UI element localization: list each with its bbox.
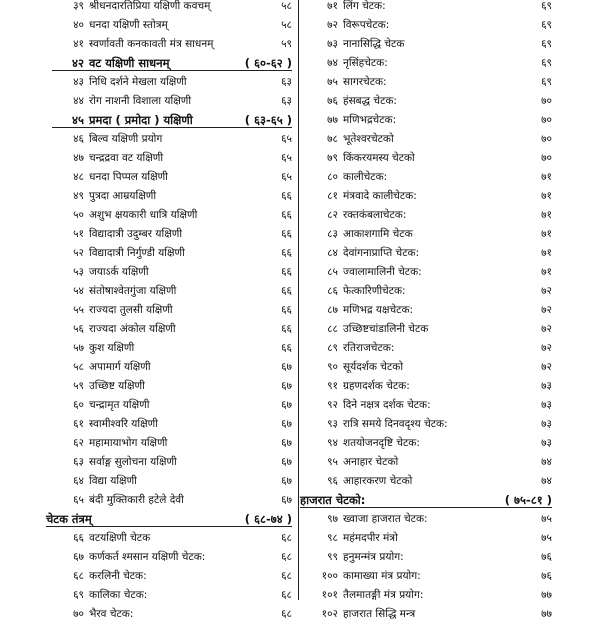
page-number: ७५ (541, 513, 552, 525)
entry-number: ७६ (327, 95, 338, 107)
entry-title: महंमदपीर मंत्रो (343, 532, 398, 544)
page-number: ६९ (541, 19, 552, 31)
page-range: ( ७५-८१ ) (504, 493, 552, 507)
page-number: ७३ (541, 418, 552, 430)
entry-number: ८६ (327, 285, 338, 297)
entry-title: राज्यदा तुलसी यक्षिणी (89, 304, 173, 316)
page-number: ६६ (281, 323, 292, 335)
entry-title: विद्यादात्री निर्गुण्डी यक्षिणी (89, 247, 185, 259)
entry-number: ७१ (327, 0, 338, 12)
page-number: ६९ (541, 38, 552, 50)
entry-number: ९४ (327, 437, 338, 449)
toc-entry (52, 396, 292, 415)
toc-entry (52, 472, 292, 491)
toc-entry (306, 0, 552, 16)
page-number: ५८ (281, 0, 292, 12)
toc-entry (306, 73, 552, 92)
toc-entry (306, 35, 552, 54)
heading-underline (300, 507, 552, 508)
entry-number: १०१ (321, 589, 338, 601)
entry-title: निधि दर्शने मेखला यक्षिणी (89, 76, 187, 88)
page-number: ५९ (281, 38, 292, 50)
page-number: ६७ (281, 380, 292, 392)
toc-entry (52, 320, 292, 339)
entry-number: ९२ (327, 399, 338, 411)
entry-number: ६१ (73, 418, 84, 430)
toc-entry (52, 529, 292, 548)
entry-title: अशुभ क्षयकारी धात्रि यक्षिणी (89, 209, 198, 221)
toc-entry (52, 377, 292, 396)
page-number: ६६ (281, 190, 292, 202)
left-column (46, 0, 292, 624)
page-number: ७० (541, 133, 552, 145)
page-number: ७० (541, 152, 552, 164)
page-range: ( ६०-६२ ) (244, 56, 292, 70)
heading-underline (52, 70, 292, 71)
page-number: ६६ (281, 266, 292, 278)
entry-number: ८४ (327, 247, 338, 259)
entry-title: सूर्यदर्शक चेटको (343, 361, 404, 373)
page-number: ७२ (541, 323, 552, 335)
entry-number: ८९ (327, 342, 338, 354)
toc-entry (52, 130, 292, 149)
page-number: ६६ (281, 285, 292, 297)
section-heading (52, 111, 292, 130)
entry-number: ६३ (73, 456, 84, 468)
page-number: ६९ (541, 76, 552, 88)
toc-entry (52, 149, 292, 168)
entry-number: ७२ (327, 19, 338, 31)
toc-entry (306, 529, 552, 548)
entry-number: ६९ (73, 589, 84, 601)
entry-title: तैलमातङ्गी मंत्र प्रयोग: (343, 589, 424, 601)
toc-entry (52, 263, 292, 282)
toc-entry (306, 130, 552, 149)
entry-number: ४३ (73, 76, 84, 88)
entry-number: १०० (321, 570, 338, 582)
column-divider (298, 0, 299, 600)
page-number: ७१ (541, 209, 552, 221)
entry-number: ४९ (73, 190, 84, 202)
entry-title: मणिभद्र यक्षचेटक: (343, 304, 414, 316)
page-number: ६७ (281, 494, 292, 506)
page-number: ७५ (541, 532, 552, 544)
toc-entry (306, 54, 552, 73)
entry-number: ८५ (327, 266, 338, 278)
toc-entry (52, 282, 292, 301)
toc-entry (52, 548, 292, 567)
toc-entry (306, 415, 552, 434)
page-number: ७१ (541, 228, 552, 240)
entry-number: ७९ (327, 152, 338, 164)
entry-title: सागरचेटक: (343, 76, 387, 88)
entry-title: दिने नक्षत्र दर्शक चेटक: (343, 399, 431, 411)
toc-entry (52, 92, 292, 111)
entry-number: ८१ (327, 190, 338, 202)
entry-title: आकाशगामि चेटक (343, 228, 413, 240)
toc-entry (306, 16, 552, 35)
page-number: ७४ (541, 475, 552, 487)
entry-title: हाजरात चेटको: (300, 493, 366, 507)
page-number: ६९ (541, 0, 552, 12)
section-heading (52, 54, 292, 73)
page-range: ( ६३-६५ ) (244, 113, 292, 127)
right-column (300, 0, 552, 624)
entry-number: ६२ (73, 437, 84, 449)
entry-title: विद्या यक्षिणी (89, 475, 137, 487)
section-heading (300, 491, 552, 510)
toc-entry (306, 548, 552, 567)
entry-title: बिल्व यक्षिणी प्रयोग (89, 133, 163, 145)
page-number: ७६ (541, 551, 552, 563)
entry-title: नानासिद्धि चेटक (343, 38, 405, 50)
toc-entry (52, 453, 292, 472)
page-number: ६७ (281, 399, 292, 411)
entry-title: सर्वाङ्ग सुलोचना यक्षिणी (89, 456, 177, 468)
entry-number: ६५ (73, 494, 84, 506)
entry-number: ६६ (73, 532, 84, 544)
toc-entry (306, 377, 552, 396)
entry-number: ७४ (327, 57, 338, 69)
entry-title: आहारकरण चेटको (343, 475, 413, 487)
entry-number: ४० (73, 19, 84, 31)
entry-title: भूतेश्वरचेटको (343, 133, 394, 145)
entry-title: संतोषाश्वेतगुंजा यक्षिणी (89, 285, 177, 297)
page-number: ६३ (281, 95, 292, 107)
page-number: ७३ (541, 437, 552, 449)
entry-number: ३९ (73, 0, 84, 12)
entry-title: देवांगनाप्राप्ति चेटक: (343, 247, 420, 259)
page-number: ६५ (281, 171, 292, 183)
section-heading (46, 510, 292, 529)
page-number: ६८ (281, 532, 292, 544)
entry-number: ९० (327, 361, 338, 373)
entry-title: हंसबद्ध चेटक: (343, 95, 397, 107)
page-number: ६७ (281, 361, 292, 373)
entry-title: ज्वालामालिनी चेटक: (343, 266, 422, 278)
entry-number: ८० (327, 171, 338, 183)
page-number: ६५ (281, 152, 292, 164)
entry-number: ५८ (73, 361, 84, 373)
page-number: ७२ (541, 285, 552, 297)
entry-title: स्वामीश्वरि यक्षिणी (89, 418, 158, 430)
toc-entry (52, 491, 292, 510)
page-number: ७१ (541, 190, 552, 202)
entry-number: ५७ (73, 342, 84, 354)
entry-number: ९३ (327, 418, 338, 430)
entry-number: ६० (73, 399, 84, 411)
entry-title: नृसिंहचेटक: (343, 57, 388, 69)
entry-title: बंदी मुक्तिकारी हटेले देवी (89, 494, 184, 506)
entry-title: कामाख्या मंत्र प्रयोग: (343, 570, 421, 582)
page-number: ६६ (281, 228, 292, 240)
toc-entry (306, 510, 552, 529)
toc-entry (52, 225, 292, 244)
entry-number: ४१ (73, 38, 84, 50)
page-number: ७६ (541, 570, 552, 582)
toc-entry (52, 434, 292, 453)
toc-entry (306, 396, 552, 415)
toc-entry (306, 472, 552, 491)
page-number: ७० (541, 114, 552, 126)
entry-number: ५६ (73, 323, 84, 335)
entry-number: ५४ (73, 285, 84, 297)
toc-entry (52, 168, 292, 187)
entry-title: प्रमदा ( प्रमोदा ) यक्षिणी (89, 113, 193, 127)
entry-title: हनुमन्मंत्र प्रयोग: (343, 551, 404, 563)
toc-entry (306, 92, 552, 111)
entry-number: ९७ (327, 513, 338, 525)
page-number: ६७ (281, 437, 292, 449)
entry-title: कुश यक्षिणी (89, 342, 135, 354)
entry-number: ४८ (73, 171, 84, 183)
entry-number: ४५ (72, 113, 84, 127)
page-number: ६६ (281, 209, 292, 221)
toc-entry (306, 320, 552, 339)
page-number: ५८ (281, 19, 292, 31)
entry-title: विद्यादात्री उदुम्बर यक्षिणी (89, 228, 183, 240)
entry-title: धनदा पिप्पल यक्षिणी (89, 171, 168, 183)
toc-entry (52, 605, 292, 624)
entry-title: महामायाभोग यक्षिणी (89, 437, 168, 449)
entry-title: रात्रि समये दिनवदृश्य चेटक: (343, 418, 448, 430)
toc-entry (306, 206, 552, 225)
entry-number: ६८ (73, 570, 84, 582)
toc-entry (306, 282, 552, 301)
toc-entry (306, 567, 552, 586)
entry-title: श्रीधनदारतिप्रिया यक्षिणी कवचम् (89, 0, 211, 12)
toc-entry (306, 586, 552, 605)
entry-title: उच्छिष्ट यक्षिणी (89, 380, 145, 392)
entry-number: ७८ (327, 133, 338, 145)
page-number: ६६ (281, 342, 292, 354)
toc-entry (306, 301, 552, 320)
toc-entry (52, 567, 292, 586)
page-number: ७३ (541, 380, 552, 392)
toc-entry (52, 73, 292, 92)
page-number: ६५ (281, 133, 292, 145)
entry-title: चन्द्रामृत यक्षिणी (89, 399, 150, 411)
page-number: ६७ (281, 418, 292, 430)
entry-title: करलिनी चेटक: (89, 570, 147, 582)
entry-title: कर्णकर्त श्मसान यक्षिणी चेटक: (89, 551, 206, 563)
toc-entry (306, 168, 552, 187)
page-number: ६६ (281, 247, 292, 259)
page-number: ६६ (281, 304, 292, 316)
entry-title: रोग नाशनी विशाला यक्षिणी (89, 95, 192, 107)
page-number: ७२ (541, 342, 552, 354)
page-number: ७१ (541, 171, 552, 183)
page-number: ७७ (541, 589, 552, 601)
page-number: ७१ (541, 247, 552, 259)
toc-entry (306, 149, 552, 168)
entry-title: ग्रहणदर्शक चेटक: (343, 380, 410, 392)
entry-number: ५३ (73, 266, 84, 278)
entry-title: विरूपचेटक: (343, 19, 390, 31)
toc-entry (306, 225, 552, 244)
entry-number: ९१ (327, 380, 338, 392)
entry-number: ७५ (327, 76, 338, 88)
entry-number: १०२ (321, 608, 338, 620)
page-number: ७० (541, 95, 552, 107)
toc-entry (52, 244, 292, 263)
entry-number: ५० (73, 209, 84, 221)
page-number: ६८ (281, 608, 292, 620)
entry-title: रक्तकंबलाचेटक: (343, 209, 407, 221)
entry-number: ४६ (73, 133, 84, 145)
entry-title: भैरव चेटक: (89, 608, 134, 620)
entry-number: ५२ (73, 247, 84, 259)
entry-number: ४२ (72, 56, 84, 70)
entry-title: कालीचेटक: (343, 171, 388, 183)
toc-entry (306, 263, 552, 282)
toc-entry (52, 206, 292, 225)
entry-number: ४४ (73, 95, 84, 107)
entry-title: उच्छिष्टचांडालिनी चेटक (343, 323, 429, 335)
toc-entry (306, 339, 552, 358)
toc-entry (52, 301, 292, 320)
toc-entry (306, 434, 552, 453)
entry-title: जयाऽर्क यक्षिणी (89, 266, 149, 278)
entry-number: ९६ (327, 475, 338, 487)
entry-title: चेटक तंत्रम् (46, 512, 92, 526)
entry-number: ८८ (327, 323, 338, 335)
entry-title: हाजरात सिद्धि मन्त्र (343, 608, 416, 620)
page-number: ६८ (281, 589, 292, 601)
entry-number: ९५ (327, 456, 338, 468)
toc-entry (306, 453, 552, 472)
heading-underline (46, 526, 292, 527)
entry-number: ८३ (327, 228, 338, 240)
page-number: ७३ (541, 399, 552, 411)
page-number: ६८ (281, 570, 292, 582)
page-number: ६७ (281, 456, 292, 468)
entry-number: ७३ (327, 38, 338, 50)
entry-number: ९८ (327, 532, 338, 544)
page-number: ७४ (541, 456, 552, 468)
entry-title: किंकरयमस्य चेटको (343, 152, 415, 164)
toc-entry (52, 586, 292, 605)
entry-title: पुत्रदा आम्रयक्षिणी (89, 190, 157, 202)
page-number: ६८ (281, 551, 292, 563)
page-number: ७२ (541, 304, 552, 316)
entry-title: स्वर्णावती कनकावती मंत्र साधनम् (89, 38, 214, 50)
entry-number: ७७ (327, 114, 338, 126)
entry-title: कालिका चेटक: (89, 589, 148, 601)
entry-number: ८७ (327, 304, 338, 316)
heading-underline (52, 127, 292, 128)
entry-number: ५१ (73, 228, 84, 240)
entry-number: ४७ (73, 152, 84, 164)
entry-number: ६७ (73, 551, 84, 563)
toc-entry (306, 605, 552, 624)
entry-title: अनाहार चेटको (343, 456, 399, 468)
toc-entry (52, 339, 292, 358)
page-number: ६३ (281, 76, 292, 88)
entry-title: वटयक्षिणी चेटक (89, 532, 151, 544)
entry-title: मंत्रवादे कालीचेटक: (343, 190, 417, 202)
entry-number: ९९ (327, 551, 338, 563)
entry-title: लिंग चेटक: (343, 0, 386, 12)
toc-entry (306, 111, 552, 130)
page-number: ७७ (541, 608, 552, 620)
toc-entry (52, 35, 292, 54)
entry-number: ७० (73, 608, 84, 620)
toc-entry (52, 0, 292, 16)
toc-entry (52, 358, 292, 377)
entry-number: ५९ (73, 380, 84, 392)
entry-title: राज्यदा अंकोल यक्षिणी (89, 323, 176, 335)
entry-title: अपामार्ग यक्षिणी (89, 361, 151, 373)
page-number: ७२ (541, 361, 552, 373)
toc-entry (52, 16, 292, 35)
entry-title: शतयोजनदृष्टि चेटक: (343, 437, 420, 449)
entry-title: ख्वाजा हाजरात चेटक: (343, 513, 428, 525)
page-number: ७१ (541, 266, 552, 278)
page-range: ( ६८-७४ ) (244, 512, 292, 526)
entry-number: ८२ (327, 209, 338, 221)
entry-title: धनदा यक्षिणी स्तोत्रम् (89, 19, 168, 31)
entry-title: मणिभद्रचेटक: (343, 114, 397, 126)
entry-number: ५५ (73, 304, 84, 316)
toc-entry (52, 187, 292, 206)
entry-number: ६४ (73, 475, 84, 487)
entry-title: चन्द्रद्रवा वट यक्षिणी (89, 152, 164, 164)
toc-entry (306, 358, 552, 377)
entry-title: फेत्कारिणीचेटक: (343, 285, 406, 297)
toc-entry (306, 244, 552, 263)
entry-title: रतिराजचेटक: (343, 342, 395, 354)
toc-entry (306, 187, 552, 206)
entry-title: वट यक्षिणी साधनम् (89, 56, 170, 70)
toc-entry (52, 415, 292, 434)
page-number: ६९ (541, 57, 552, 69)
page-number: ६७ (281, 475, 292, 487)
